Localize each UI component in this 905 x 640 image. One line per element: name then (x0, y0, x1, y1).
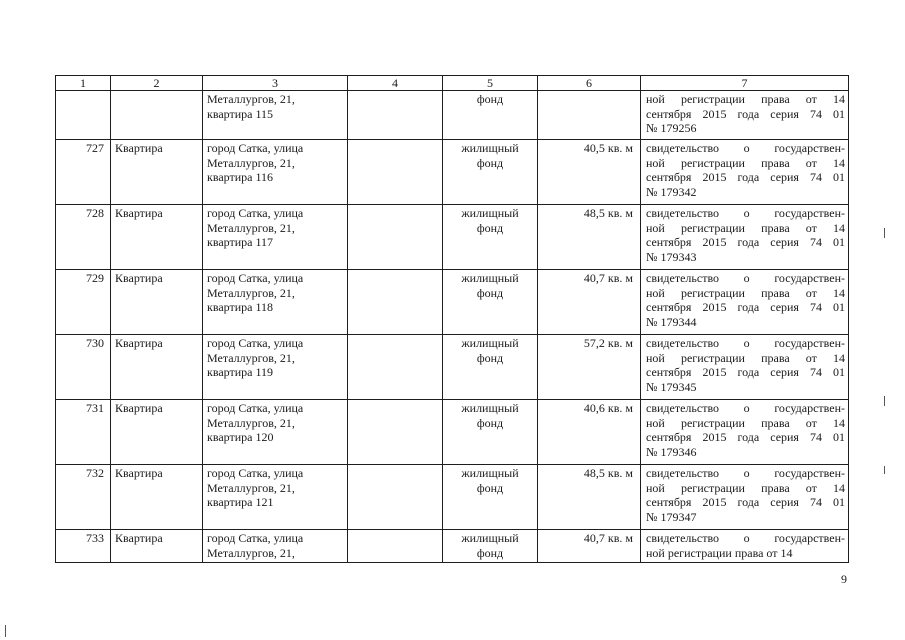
scan-mark (884, 228, 885, 238)
column-number-3: 3 (203, 76, 348, 91)
certificate-cell (641, 270, 849, 335)
cell-line: № 179256 (646, 121, 697, 135)
cell-line: свидетельство о государствен- (646, 271, 845, 285)
row-number-cell: 731 (56, 400, 111, 465)
row-number-cell: 729 (56, 270, 111, 335)
empty-cell (348, 400, 443, 465)
area-cell: 40,6 кв. м (538, 400, 641, 465)
fund-cell (443, 270, 538, 335)
fund-cell (443, 140, 538, 205)
address-cell (203, 465, 348, 530)
cell-line: Металлургов, 21, (207, 350, 295, 365)
column-number-6: 6 (538, 76, 641, 91)
certificate-cell (641, 400, 849, 465)
object-type-cell: Квартира (111, 465, 203, 530)
cell-line: квартира 119 (207, 365, 274, 379)
cell-line: фонд (476, 545, 504, 560)
address-cell (203, 140, 348, 205)
column-number-7: 7 (641, 76, 849, 91)
address-cell (203, 400, 348, 465)
cell-line: Металлургов, 21, (207, 220, 295, 235)
column-number-2: 2 (111, 76, 203, 91)
cell-line: № 179346 (646, 444, 697, 459)
cell-line: жилищный (461, 271, 519, 285)
address-cell (203, 335, 348, 400)
table-row (56, 400, 849, 465)
table-row (56, 465, 849, 530)
fund-cell (443, 91, 538, 140)
area-cell: 40,7 кв. м (538, 270, 641, 335)
area-cell (538, 91, 641, 140)
cell-line: сентября 2015 года серия 74 01 (646, 300, 845, 314)
object-type-cell: Квартира (111, 335, 203, 400)
empty-cell (348, 530, 443, 563)
address-cell (203, 530, 348, 563)
table-row (56, 335, 849, 400)
cell-line: ной регистрации права от 14 (646, 545, 793, 560)
cell-line: Металлургов, 21, (207, 480, 295, 495)
cell-line: фонд (476, 285, 504, 300)
empty-cell (348, 465, 443, 530)
cell-line: город Сатка, улица (207, 401, 304, 415)
area-cell: 40,5 кв. м (538, 140, 641, 205)
cell-line: фонд (476, 92, 504, 106)
certificate-cell (641, 205, 849, 270)
cell-line: Металлургов, 21, (207, 545, 295, 560)
cell-line: свидетельство о государствен- (646, 141, 845, 155)
cell-line: Металлургов, 21, (207, 415, 295, 430)
cell-line: фонд (476, 155, 504, 170)
cell-line: сентября 2015 года серия 74 01 (646, 365, 845, 379)
certificate-cell (641, 335, 849, 400)
scan-mark (884, 466, 885, 474)
address-cell (203, 205, 348, 270)
area-cell: 48,5 кв. м (538, 465, 641, 530)
cell-line: № 179343 (646, 249, 697, 264)
cell-line: ной регистрации права от 14 (646, 350, 845, 365)
cell-line: № 179344 (646, 314, 697, 329)
object-type-cell: Квартира (111, 400, 203, 465)
scan-mark (884, 396, 885, 406)
cell-line: город Сатка, улица (207, 141, 304, 155)
cell-line: сентября 2015 года серия 74 01 (646, 495, 845, 509)
fund-cell (443, 530, 538, 563)
cell-line: ной регистрации права от 14 (646, 285, 845, 300)
row-number-cell: 732 (56, 465, 111, 530)
page-number: 9 (841, 572, 847, 586)
cell-line: свидетельство о государствен- (646, 531, 845, 545)
empty-cell (348, 91, 443, 140)
certificate-cell (641, 91, 849, 140)
fund-cell (443, 465, 538, 530)
cell-line: фонд (476, 480, 504, 495)
cell-line: сентября 2015 года серия 74 01 (646, 106, 845, 121)
cell-line: жилищный (461, 336, 519, 350)
area-cell: 57,2 кв. м (538, 335, 641, 400)
row-number-cell: 727 (56, 140, 111, 205)
cell-line: жилищный (461, 141, 519, 155)
empty-cell (348, 205, 443, 270)
column-number-4: 4 (348, 76, 443, 91)
row-number-cell (56, 91, 111, 140)
cell-line: город Сатка, улица (207, 336, 304, 350)
cell-line: квартира 117 (207, 235, 274, 249)
certificate-cell (641, 465, 849, 530)
table-row (56, 140, 849, 205)
address-cell (203, 91, 348, 140)
cell-line: ной регистрации права от 14 (646, 220, 845, 235)
cell-line: город Сатка, улица (207, 531, 304, 545)
object-type-cell (111, 91, 203, 140)
cell-line: квартира 116 (207, 170, 274, 184)
cell-line: ной регистрации права от 14 (646, 92, 845, 106)
fund-cell (443, 205, 538, 270)
cell-line: ной регистрации права от 14 (646, 415, 845, 430)
table-row (56, 270, 849, 335)
cell-line: № 179342 (646, 184, 697, 199)
cell-line: квартира 121 (207, 495, 274, 509)
cell-line: жилищный (461, 466, 519, 480)
cell-line: фонд (476, 220, 504, 235)
cell-line: город Сатка, улица (207, 466, 304, 480)
cell-line: город Сатка, улица (207, 206, 304, 220)
cell-line: город Сатка, улица (207, 271, 304, 285)
object-type-cell: Квартира (111, 140, 203, 205)
cell-line: свидетельство о государствен- (646, 336, 845, 350)
cell-line: жилищный (461, 401, 519, 415)
cell-line: Металлургов, 21, (207, 155, 295, 170)
cell-line: жилищный (461, 206, 519, 220)
scan-mark (5, 625, 6, 637)
column-number-1: 1 (56, 76, 111, 91)
table-row (56, 205, 849, 270)
cell-line: № 179347 (646, 509, 697, 524)
cell-line: свидетельство о государствен- (646, 401, 845, 415)
cell-line: квартира 120 (207, 430, 274, 444)
cell-line: сентября 2015 года серия 74 01 (646, 430, 845, 444)
registry-table (55, 75, 849, 563)
cell-line: ной регистрации права от 14 (646, 155, 845, 170)
cell-line: свидетельство о государствен- (646, 466, 845, 480)
row-number-cell: 730 (56, 335, 111, 400)
row-number-cell: 733 (56, 530, 111, 563)
cell-line: фонд (476, 350, 504, 365)
cell-line: фонд (476, 415, 504, 430)
area-cell: 40,7 кв. м (538, 530, 641, 563)
object-type-cell: Квартира (111, 270, 203, 335)
cell-line: квартира 115 (207, 106, 274, 121)
empty-cell (348, 270, 443, 335)
empty-cell (348, 140, 443, 205)
cell-line: сентября 2015 года серия 74 01 (646, 170, 845, 184)
table-row-continued (56, 530, 849, 563)
fund-cell (443, 335, 538, 400)
object-type-cell: Квартира (111, 205, 203, 270)
table-row-continued (56, 91, 849, 140)
certificate-cell (641, 140, 849, 205)
row-number-cell: 728 (56, 205, 111, 270)
cell-line: квартира 118 (207, 300, 274, 314)
cell-line: ной регистрации права от 14 (646, 480, 845, 495)
object-type-cell: Квартира (111, 530, 203, 563)
fund-cell (443, 400, 538, 465)
cell-line: свидетельство о государствен- (646, 206, 845, 220)
cell-line: Металлургов, 21, (207, 92, 295, 106)
column-number-5: 5 (443, 76, 538, 91)
area-cell: 48,5 кв. м (538, 205, 641, 270)
certificate-cell (641, 530, 849, 563)
cell-line: сентября 2015 года серия 74 01 (646, 235, 845, 249)
cell-line: жилищный (461, 531, 519, 545)
empty-cell (348, 335, 443, 400)
cell-line: Металлургов, 21, (207, 285, 295, 300)
cell-line: № 179345 (646, 379, 697, 394)
column-number-row (56, 76, 849, 91)
address-cell (203, 270, 348, 335)
